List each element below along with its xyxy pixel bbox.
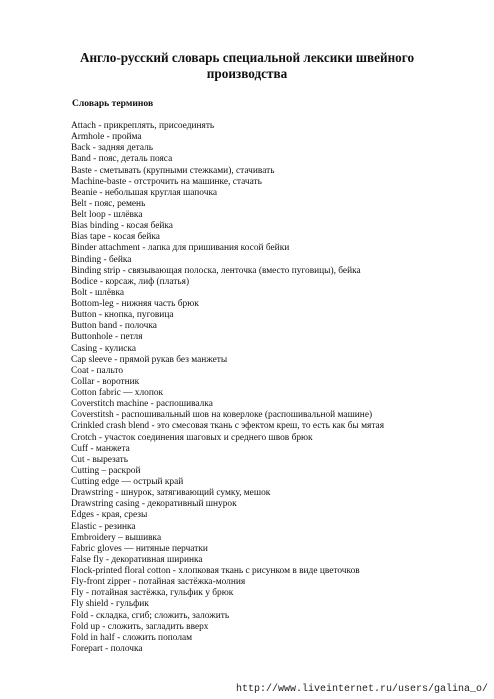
section-heading: Словарь терминов <box>72 98 154 109</box>
glossary-entry: Button band - полочка <box>71 321 157 332</box>
glossary-entry: Fly shield - гульфик <box>71 599 149 610</box>
glossary-entry: Cuff - манжета <box>71 443 130 454</box>
glossary-entry: False fly - декоративная ширинка <box>71 554 203 565</box>
glossary-entry: Embroidery – вышивка <box>71 532 162 543</box>
page-title: Англо-русский словарь специальной лексики швейного производства <box>79 50 415 81</box>
glossary-entry: Flock-printed floral cotton - хлопковая ткань с рисунком в виде цветочков <box>71 566 360 576</box>
glossary-entry: Armhole - пройма <box>71 132 142 143</box>
glossary-entry: Beanie - небольшая круглая шапочка <box>71 187 218 198</box>
glossary-entry: Bodice - корсаж, лиф (платья) <box>71 276 190 287</box>
glossary-entry: Coverstitsh - распошивальный шов на коверлоке (распошивальной машине) <box>71 410 373 421</box>
glossary-entry: Bias binding - косая бейка <box>71 221 173 232</box>
glossary-entry: Cutting edge — острый край <box>71 477 184 487</box>
glossary-entry: Cap sleeve - прямой рукав без манжеты <box>71 354 228 365</box>
glossary-entry: Casing - кулиска <box>71 343 136 354</box>
glossary-entry: Fly - потайная застёжка, гульфик у брюк <box>71 588 234 599</box>
glossary-entry: Binding - бейка <box>71 254 132 265</box>
glossary-entry: Back - задняя деталь <box>71 143 154 154</box>
glossary-entry: Buttonhole - петля <box>71 332 143 343</box>
glossary-entry: Baste - сметывать (крупными стежками), стачивать <box>71 165 275 176</box>
glossary-entry: Drawstring - шнурок, затягивающий сумку, мешок <box>71 488 271 499</box>
glossary-entry: Forepart - полочка <box>71 643 143 654</box>
glossary-entry: Cotton fabric — хлопок <box>71 388 164 398</box>
glossary-entry: Machine-baste - отстрочить на машинке, стачать <box>71 176 262 187</box>
glossary-entry: Fold up - сложить, загладить вверх <box>71 621 209 632</box>
glossary-entry: Edges - края, срезы <box>71 510 148 521</box>
glossary-entry: Bottom-leg - нижняя часть брюк <box>71 299 199 309</box>
source-url[interactable]: http://www.liveinternet.ru/users/galina_o/ <box>235 684 488 695</box>
glossary-entry: Cutting – раскрой <box>71 465 141 476</box>
glossary-entry: Drawstring casing - декоративный шнурок <box>71 499 237 510</box>
glossary-entry: Band - пояс, деталь пояса <box>71 154 173 165</box>
glossary-entry: Fly-front zipper - потайная застёжка-молния <box>71 577 246 588</box>
glossary-entry: Coat - пальто <box>71 365 124 376</box>
glossary-list <box>71 121 481 655</box>
glossary-entry: Fold - складка, сгиб; сложить, заложить <box>71 610 230 621</box>
glossary-entry: Cut - вырезать <box>71 454 129 465</box>
glossary-entry: Bolt - шлёвка <box>71 287 125 298</box>
glossary-entry: Binder attachment - лапка для пришивания косой бейки <box>71 243 290 254</box>
glossary-entry: Crinkled crash blend - это смесовая ткань с эфектом креш, то есть как бы мятая <box>71 421 385 432</box>
glossary-entry: Elastic - резинка <box>71 521 136 532</box>
glossary-entry: Binding strip - связывающая полоска, ленточка (вместо пуговицы), бейка <box>71 265 361 276</box>
glossary-entry: Belt - пояс, ремень <box>71 198 146 209</box>
glossary-entry: Coverstitch machine - распошивалка <box>71 399 213 410</box>
glossary-entry: Attach - прикреплять, присоединять <box>71 121 215 131</box>
glossary-entry: Fabric gloves — нитяные перчатки <box>71 543 208 554</box>
glossary-entry: Collar - воротник <box>71 376 140 387</box>
glossary-entry: Crotch - участок соединения шаговых и среднего швов брюк <box>71 432 313 443</box>
glossary-entry: Fold in half - сложить пополам <box>71 632 193 643</box>
glossary-entry: Bias tape - косая бейка <box>71 232 160 243</box>
glossary-entry: Button - кнопка, пуговица <box>71 310 174 321</box>
glossary-entry: Belt loop - шлёвка <box>71 210 143 220</box>
